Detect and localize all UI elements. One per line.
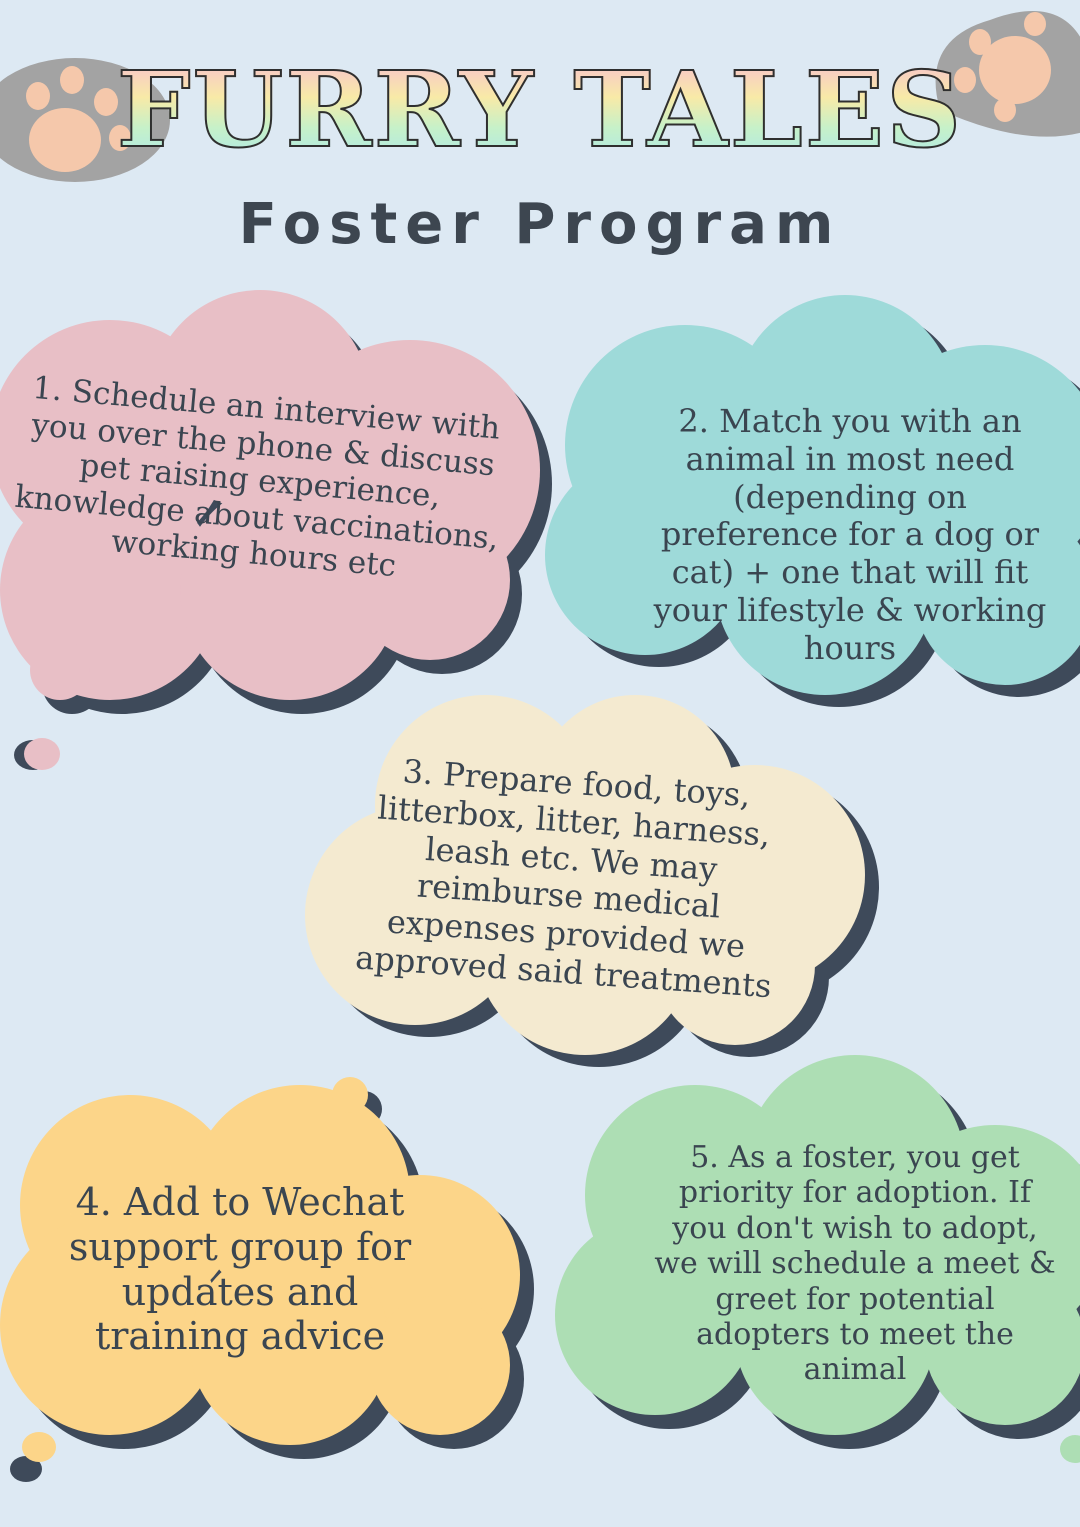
poster-subtitle: Foster Program (238, 192, 842, 257)
step-5-text: 5. As a foster, you get priority for adoption. If you don't wish to adopt, we will schedule a meet & greet for potential adopters to meet the animal (654, 1140, 1056, 1388)
step-cloud-4 (0, 1075, 540, 1455)
step-cloud-2 (545, 295, 1080, 705)
step-4-text: 4. Add to Wechat support group for updates and training advice (68, 1180, 412, 1359)
poster-title: FURRY TALES (0, 48, 1080, 171)
cloud-bubble (1060, 1435, 1080, 1463)
cloud-bubble (24, 738, 60, 770)
step-cloud-5 (545, 1055, 1080, 1445)
cloud-bubble (22, 1432, 56, 1462)
step-cloud-1 (0, 290, 570, 720)
step-3-text: 3. Prepare food, toys, litterbox, litter, harness, leash etc. We may reimburse medical expenses provided we approved said treatments (354, 752, 773, 1006)
step-1-text: 1. Schedule an interview with you over the phone & discuss pet raising experience, knowledge about vaccinations, working hours etc (13, 369, 502, 585)
step-cloud-3 (295, 685, 875, 1065)
step-2-text: 2. Match you with an animal in most need (depending on preference for a dog or cat) + one that will fit your lifestyle & working hours (653, 402, 1047, 667)
